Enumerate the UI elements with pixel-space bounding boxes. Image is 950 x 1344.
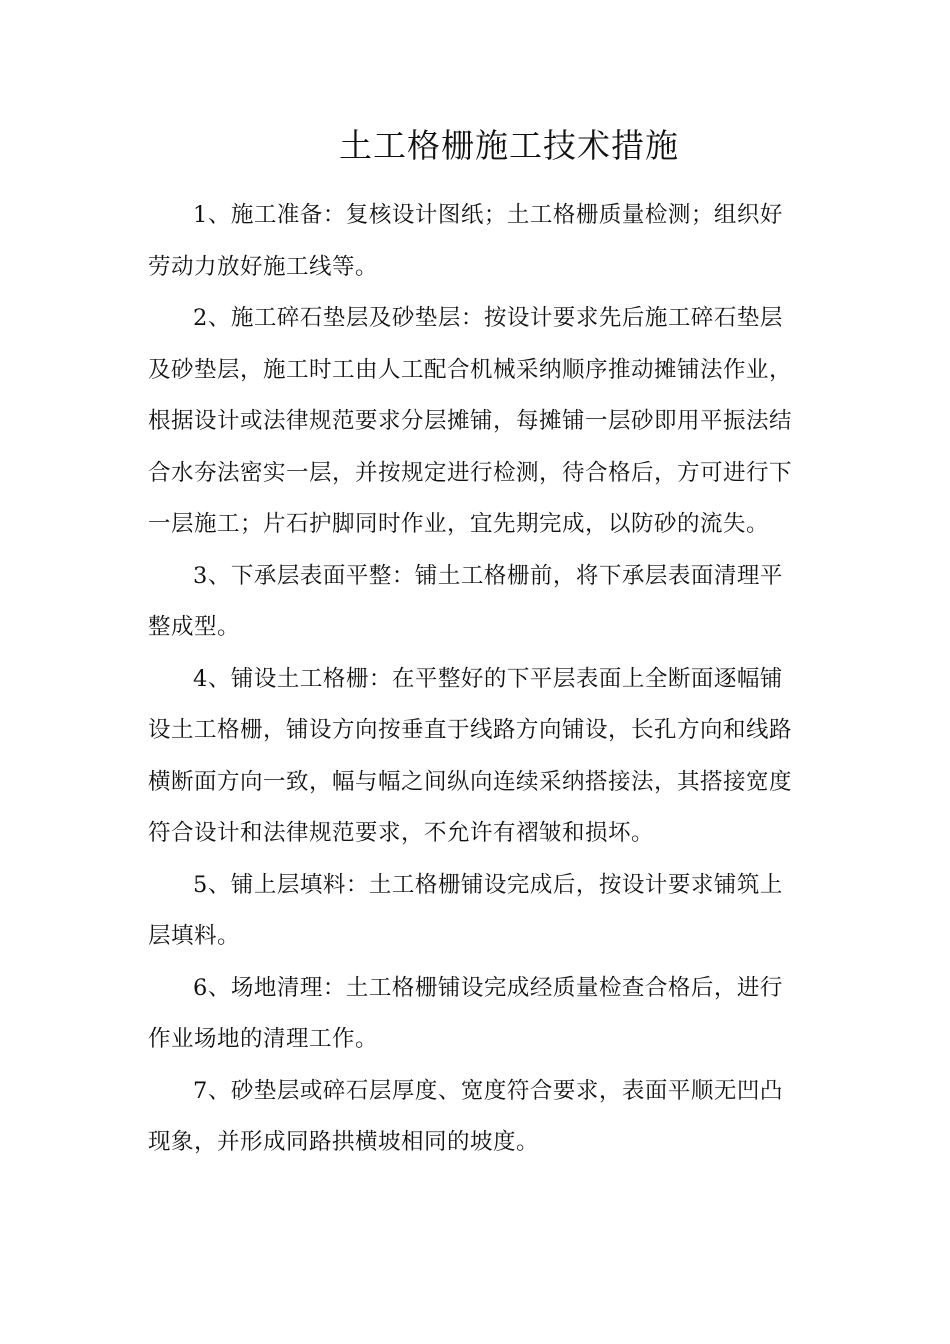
document-title: 土工格栅施工技术措施 (339, 126, 679, 165)
paragraph-3: 3、下承层表面平整：铺土工格栅前，将下承层表面清理平整成型。 (148, 562, 783, 640)
paragraph-4: 4、铺设土工格栅：在平整好的下平层表面上全断面逐幅铺设土工格栅，铺设方向按垂直于线路方向铺设，长孔方向和线路横断面方向一致，幅与幅之间纵向连续采纳搭接法，其搭接宽度符合设计和法律规范要求，不允许有褶皱和损坏。 (148, 665, 793, 846)
document-body (148, 190, 802, 1169)
paragraph-6: 6、场地清理：土工格栅铺设完成经质量检查合格后，进行作业场地的清理工作。 (148, 974, 783, 1052)
paragraph-2: 2、施工碎石垫层及砂垫层：按设计要求先后施工碎石垫层及砂垫层，施工时工由人工配合机械采纳顺序推动摊铺法作业，根据设计或法律规范要求分层摊铺，每摊铺一层砂即用平振法结合水夯法密实一层，并按规定进行检测，待合格后，方可进行下一层施工；片石护脚同时作业，宜先期完成，以防砂的流失。 (148, 305, 793, 537)
paragraph-7: 7、砂垫层或碎石层厚度、宽度符合要求，表面平顺无凹凸现象，并形成同路拱横坡相同的坡度。 (148, 1077, 783, 1155)
paragraph-5: 5、铺上层填料：土工格栅铺设完成后，按设计要求铺筑上层填料。 (148, 871, 783, 949)
paragraph-1: 1、施工准备：复核设计图纸；土工格栅质量检测；组织好劳动力放好施工线等。 (148, 202, 783, 280)
